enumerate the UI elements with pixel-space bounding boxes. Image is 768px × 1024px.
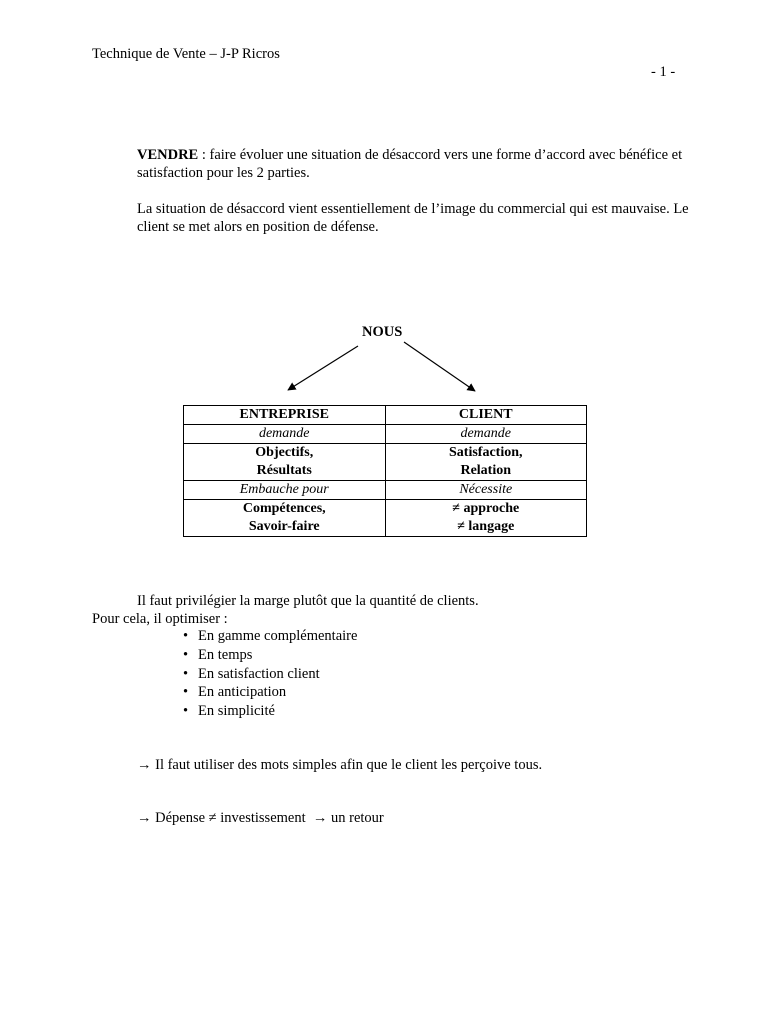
list-item: • En gamme complémentaire (183, 627, 357, 646)
note-text: Il faut utiliser des mots simples afin que le client les perçoive tous. (155, 757, 543, 773)
list-item: • En simplicité (183, 702, 357, 721)
cell-line: Savoir-faire (248, 519, 320, 534)
vendre-term: VENDRE (137, 147, 199, 163)
cell-competences (184, 500, 386, 537)
cell-line: ≠ langage (457, 519, 515, 534)
table-header-row (184, 406, 587, 425)
table-row (184, 425, 587, 444)
arrow-right-icon: → (305, 810, 332, 826)
cell-line: Objectifs, (255, 445, 314, 460)
marge-line-1: Il faut privilégier la marge plutôt que la quantité de clients. (137, 593, 479, 609)
vendre-definition (92, 146, 717, 182)
cell-line: Satisfaction, (449, 445, 523, 460)
list-item: • En anticipation (183, 683, 357, 702)
arrow-right-icon: → (137, 757, 156, 773)
cell-line: ≠ approche (452, 501, 520, 516)
page-number: - 1 - (651, 64, 676, 80)
cell-entreprise-demande: demande (184, 425, 386, 444)
note-depense (137, 810, 384, 827)
list-item: • En satisfaction client (183, 665, 357, 684)
optimisation-list (183, 627, 357, 721)
table-row (184, 500, 587, 537)
note-mots-simples (137, 757, 542, 774)
cell-necessite: Nécessite (385, 481, 587, 500)
arrow-right-icon: → (137, 810, 156, 826)
entreprise-client-table (183, 405, 587, 537)
cell-satisfaction (385, 444, 587, 481)
vendre-text: : faire évoluer une situation de désaccord vers une forme d’accord avec bénéfice et satisfaction pour les 2 parties. (137, 147, 683, 181)
desaccord-paragraph: La situation de désaccord vient essentiellement de l’image du commercial qui est mauvaise. Le client se met alors en position de défense. (137, 201, 689, 235)
marge-line-2: Pour cela, il optimiser : (92, 611, 228, 627)
marge-paragraph (92, 592, 672, 628)
table-row (184, 481, 587, 500)
cell-embauche: Embauche pour (184, 481, 386, 500)
cell-line: Compétences, (242, 501, 326, 516)
arrow-left (288, 346, 358, 390)
cell-line: Résultats (256, 463, 312, 478)
cell-client-demande: demande (385, 425, 587, 444)
document-header: Technique de Vente – J-P Ricros (92, 46, 280, 62)
list-item: • En temps (183, 646, 357, 665)
arrow-right (404, 342, 475, 391)
table-row (184, 444, 587, 481)
note-text: un retour (331, 810, 384, 826)
cell-approche (385, 500, 587, 537)
note-text: Dépense ≠ investissement (155, 810, 306, 826)
cell-objectifs (184, 444, 386, 481)
cell-line: Relation (460, 463, 512, 478)
header-client: CLIENT (385, 406, 587, 425)
nous-label: NOUS (362, 324, 403, 340)
header-entreprise: ENTREPRISE (184, 406, 386, 425)
